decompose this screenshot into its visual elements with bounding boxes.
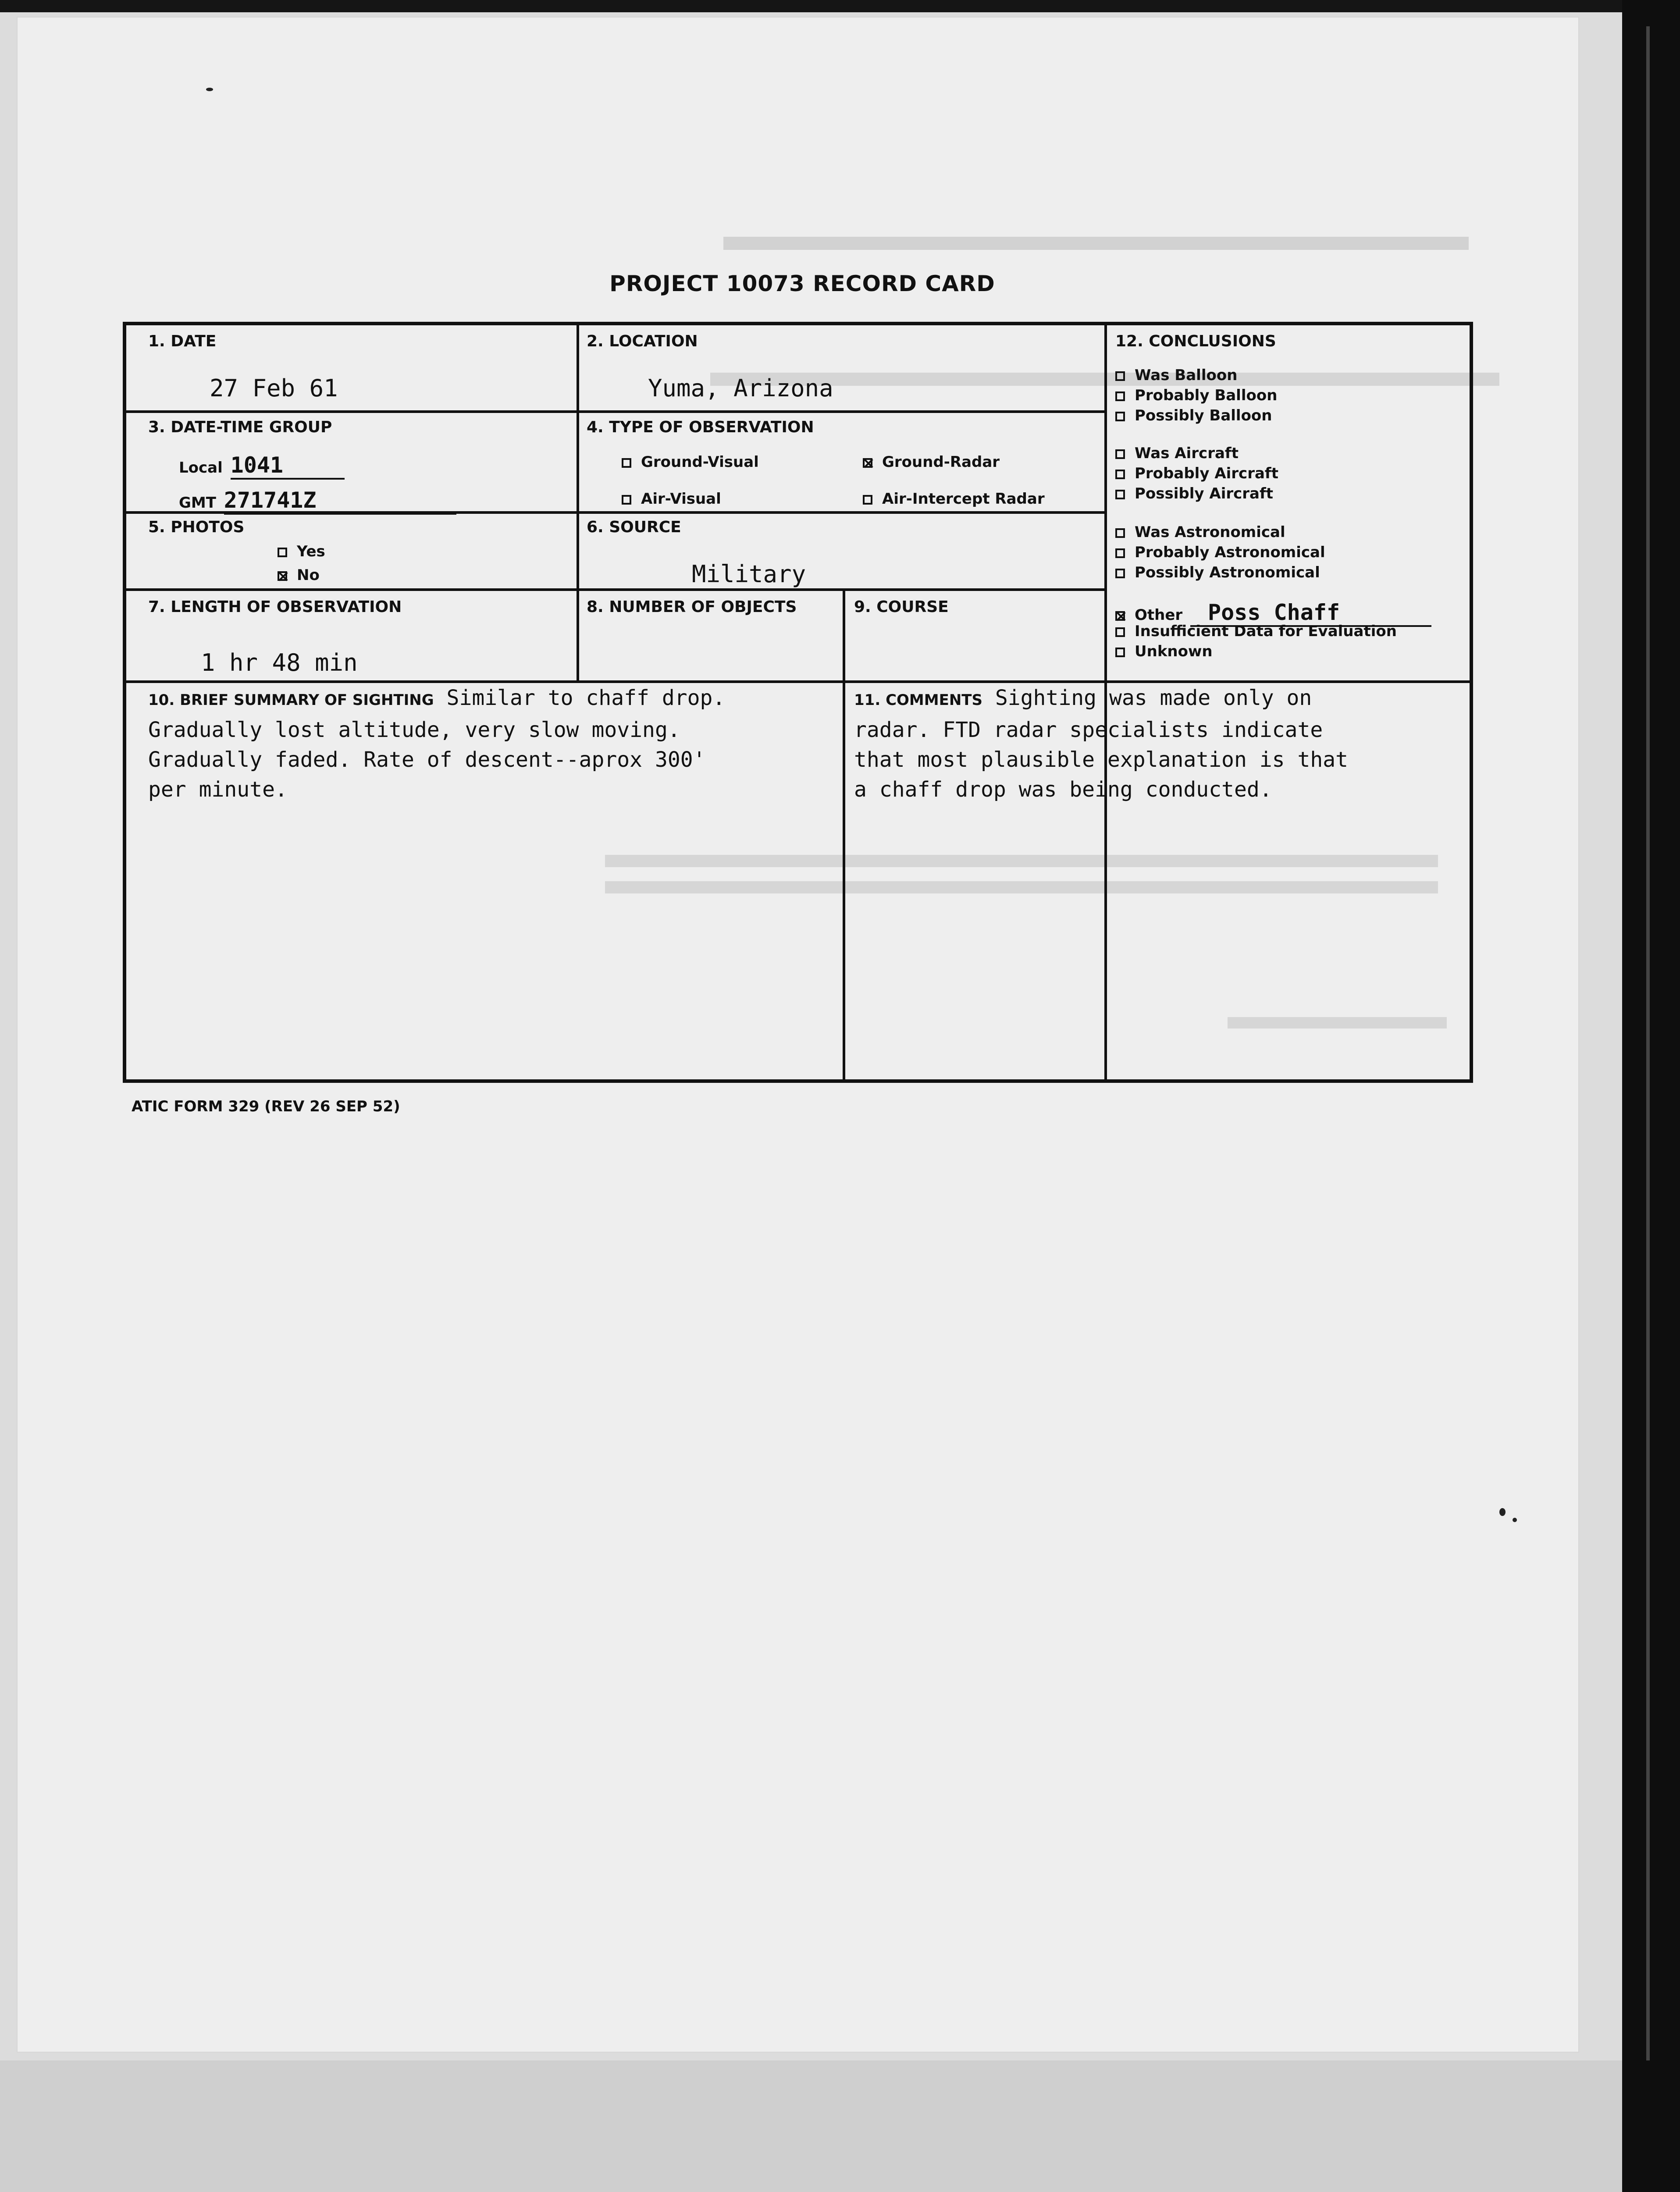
checkbox-insufficient-data — [1115, 627, 1125, 637]
checkbox-was-balloon — [1115, 371, 1125, 381]
date-value: 27 Feb 61 — [210, 374, 338, 402]
source-label: 6. SOURCE — [587, 518, 681, 536]
summary-line: per minute. — [148, 777, 288, 802]
comments-line: that most plausible explanation is that — [854, 747, 1349, 772]
film-speck — [1513, 1518, 1517, 1522]
conclusion-was-aircraft: Was Aircraft — [1115, 445, 1239, 462]
type-of-observation-label: 4. TYPE OF OBSERVATION — [587, 418, 814, 436]
summary-line: Gradually lost altitude, very slow moving. — [148, 718, 680, 742]
date-time-group-label: 3. DATE-TIME GROUP — [148, 418, 332, 436]
gmt-label: GMT — [179, 494, 216, 512]
summary-label: 10. BRIEF SUMMARY OF SIGHTING — [148, 691, 434, 709]
gmt-time-value: 271741Z — [224, 488, 456, 515]
option-ground-visual: Ground-Visual — [622, 453, 759, 471]
local-time-row — [179, 452, 345, 480]
gmt-time-row — [179, 488, 456, 515]
option-air-visual: Air-Visual — [622, 490, 721, 508]
bleed-through-mark — [723, 237, 1469, 250]
option-photos-no: No — [278, 566, 320, 584]
comments-section — [854, 683, 1468, 804]
summary-line: Similar to chaff drop. — [446, 686, 726, 710]
checkbox-probably-aircraft — [1115, 470, 1125, 479]
film-speck — [206, 88, 213, 91]
film-border-top — [0, 0, 1680, 12]
conclusion-possibly-astronomical: Possibly Astronomical — [1115, 564, 1320, 581]
length-of-observation-label: 7. LENGTH OF OBSERVATION — [148, 598, 402, 616]
number-of-objects-label: 8. NUMBER OF OBJECTS — [587, 598, 797, 616]
divider — [843, 588, 845, 1080]
length-of-observation-value: 1 hr 48 min — [201, 649, 358, 676]
checkbox-ground-radar-checked — [863, 458, 872, 468]
date-label: 1. DATE — [148, 332, 217, 350]
comments-line: radar. FTD radar specialists indicate — [854, 718, 1323, 742]
conclusion-possibly-balloon: Possibly Balloon — [1115, 407, 1272, 424]
photos-label: 5. PHOTOS — [148, 518, 245, 536]
local-label: Local — [179, 459, 223, 477]
checkbox-air-visual — [622, 495, 631, 505]
checkbox-possibly-balloon — [1115, 412, 1125, 421]
conclusion-insufficient-data: Insufficient Data for Evaluation — [1115, 623, 1397, 640]
divider — [577, 325, 579, 683]
film-border-right — [1622, 0, 1680, 2192]
checkbox-possibly-astronomical — [1115, 569, 1125, 578]
conclusions-label: 12. CONCLUSIONS — [1115, 332, 1276, 350]
conclusion-was-astronomical: Was Astronomical — [1115, 523, 1285, 541]
divider — [126, 588, 1104, 591]
course-label: 9. COURSE — [854, 598, 949, 616]
conclusion-possibly-aircraft: Possibly Aircraft — [1115, 485, 1273, 502]
conclusion-probably-aircraft: Probably Aircraft — [1115, 465, 1278, 482]
checkbox-probably-balloon — [1115, 391, 1125, 401]
option-photos-yes: Yes — [278, 543, 325, 560]
conclusion-probably-balloon: Probably Balloon — [1115, 387, 1277, 404]
summary-line: Gradually faded. Rate of descent--aprox 300' — [148, 747, 706, 772]
checkbox-photos-yes — [278, 548, 287, 557]
form-number: ATIC FORM 329 (REV 26 SEP 52) — [132, 1098, 400, 1115]
conclusion-other: Other Poss Chaff — [1115, 600, 1431, 627]
option-ground-radar: Ground-Radar — [863, 453, 1000, 471]
conclusion-probably-astronomical: Probably Astronomical — [1115, 544, 1325, 561]
checkbox-unknown — [1115, 648, 1125, 657]
location-label: 2. LOCATION — [587, 332, 698, 350]
option-air-intercept-radar: Air-Intercept Radar — [863, 490, 1045, 508]
checkbox-possibly-aircraft — [1115, 490, 1125, 499]
checkbox-ground-visual — [622, 458, 631, 468]
checkbox-other-checked — [1115, 611, 1125, 621]
checkbox-air-intercept-radar — [863, 495, 872, 505]
conclusion-was-balloon: Was Balloon — [1115, 367, 1237, 384]
film-speck — [1499, 1508, 1506, 1516]
other-value: Poss Chaff — [1190, 600, 1431, 627]
card-title: PROJECT 10073 RECORD CARD — [609, 271, 995, 296]
paper-edge-shadow — [1646, 26, 1650, 2060]
record-card-form — [123, 322, 1473, 1083]
source-value: Military — [692, 560, 806, 588]
film-bottom-area — [0, 2060, 1622, 2192]
checkbox-photos-no-checked — [278, 571, 287, 581]
comments-line: a chaff drop was being conducted. — [854, 777, 1272, 802]
comments-line: Sighting was made only on — [995, 686, 1312, 710]
conclusion-unknown: Unknown — [1115, 643, 1213, 660]
summary-section — [148, 683, 836, 804]
comments-label: 11. COMMENTS — [854, 691, 982, 709]
checkbox-was-astronomical — [1115, 528, 1125, 538]
checkbox-was-aircraft — [1115, 449, 1125, 459]
location-value: Yuma, Arizona — [648, 374, 833, 402]
checkbox-probably-astronomical — [1115, 548, 1125, 558]
local-time-value: 1041 — [231, 452, 345, 480]
divider — [126, 410, 1104, 413]
